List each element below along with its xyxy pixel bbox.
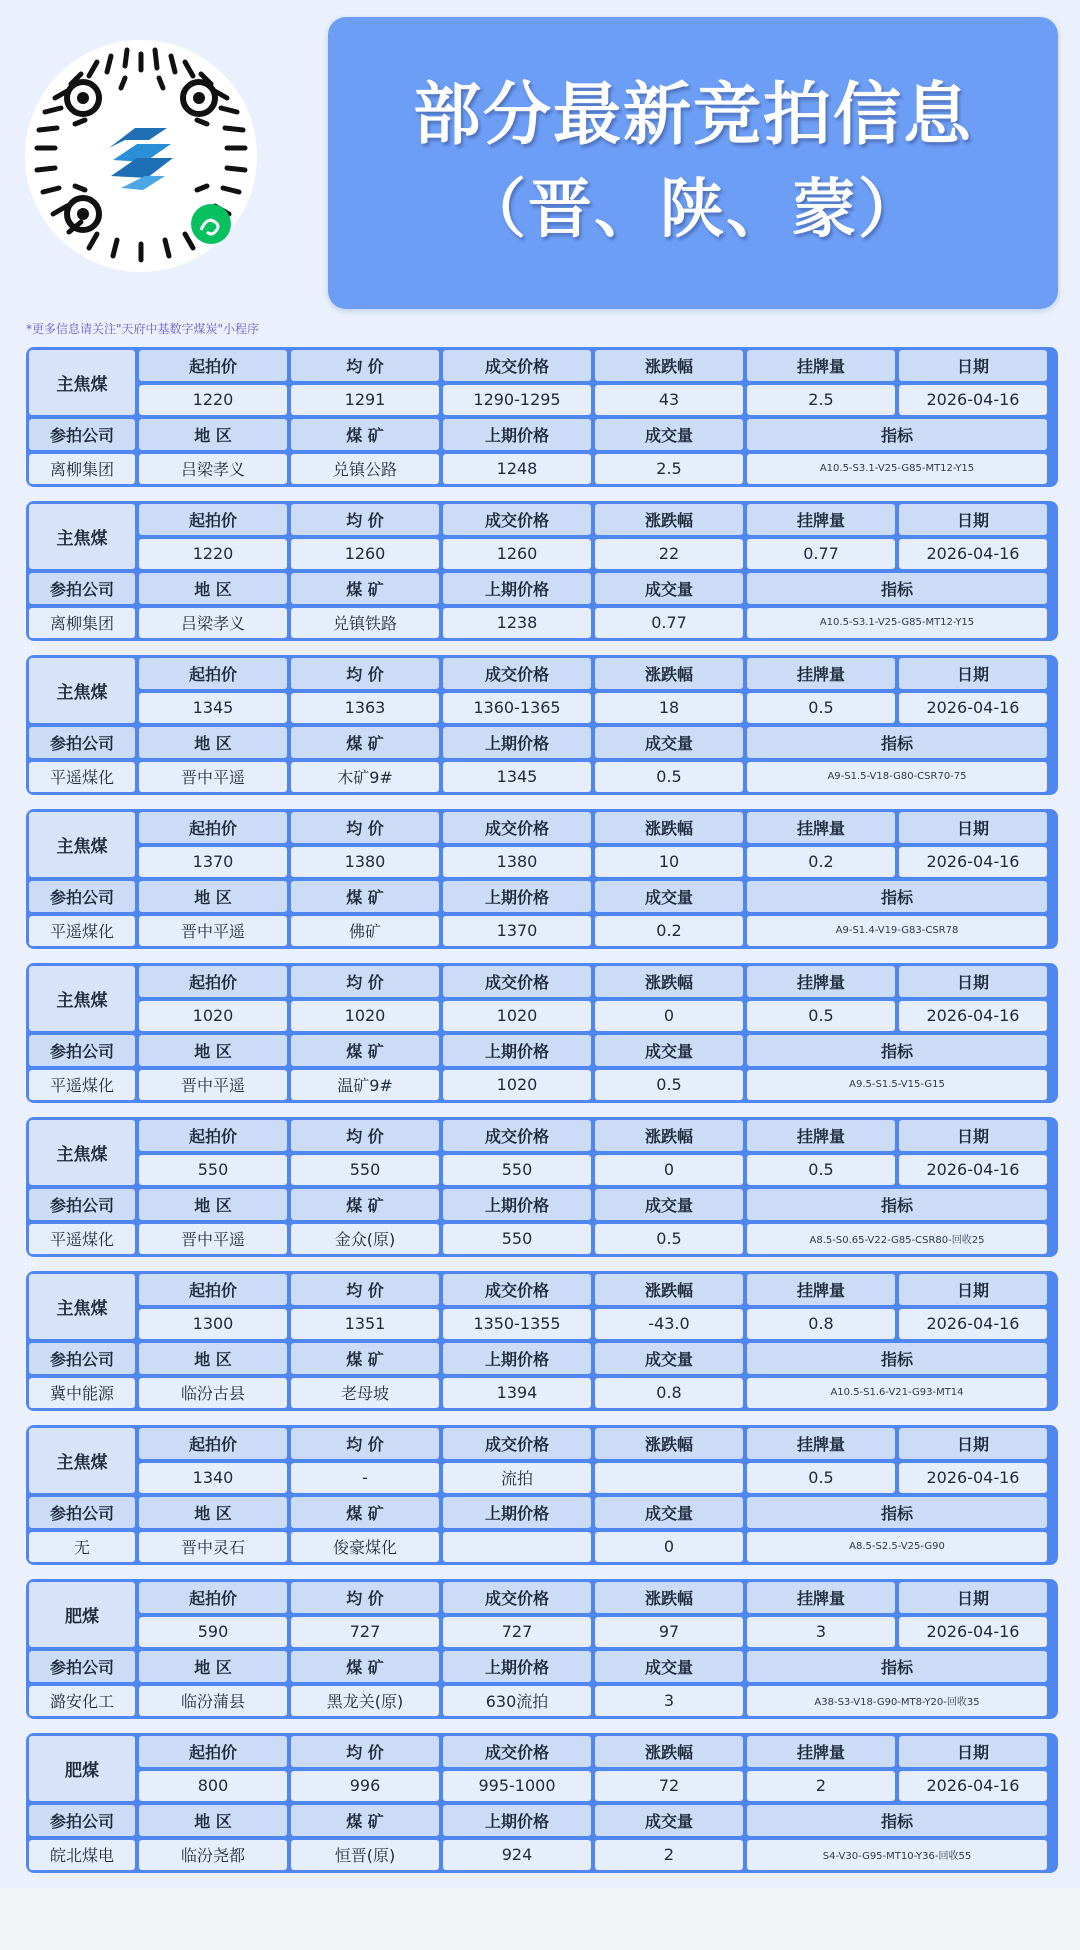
auction-card [26, 1579, 1058, 1719]
spec-value: A10.5-S3.1-V25-G85-MT12-Y15 [747, 454, 1047, 485]
last-price-value: 630流拍 [443, 1686, 591, 1717]
listed-qty-value: 0.2 [747, 847, 895, 878]
auction-card-list [26, 347, 1058, 1887]
coal-type: 肥煤 [29, 1736, 135, 1801]
volume-value: 0.8 [595, 1378, 743, 1409]
avg-price-label: 均 价 [291, 658, 439, 689]
avg-price-value: 1260 [291, 539, 439, 570]
mini-program-qr-code[interactable] [25, 40, 257, 272]
date-label: 日期 [899, 350, 1047, 381]
change-value: -43.0 [595, 1309, 743, 1340]
start-price-value: 1370 [139, 847, 287, 878]
listed-qty-value: 0.77 [747, 539, 895, 570]
spec-value: A8.5-S0.65-V22-G85-CSR80-回收25 [747, 1224, 1047, 1255]
auction-card [26, 963, 1058, 1103]
mine-label: 煤 矿 [291, 1805, 439, 1836]
change-value: 43 [595, 385, 743, 416]
region-label: 地 区 [139, 1035, 287, 1066]
date-value: 2026-04-16 [899, 539, 1047, 570]
date-value: 2026-04-16 [899, 1309, 1047, 1340]
spec-label: 指标 [747, 1189, 1047, 1220]
spec-label: 指标 [747, 1805, 1047, 1836]
spec-value: S4-V30-G95-MT10-Y36-回收55 [747, 1840, 1047, 1871]
region-value: 晋中平遥 [139, 762, 287, 793]
banner-subtitle: （晋、陕、蒙） [462, 173, 924, 247]
avg-price-value: 1351 [291, 1309, 439, 1340]
change-label: 涨跌幅 [595, 812, 743, 843]
deal-price-label: 成交价格 [443, 812, 591, 843]
date-label: 日期 [899, 658, 1047, 689]
banner-title: 部分最新竞拍信息 [412, 76, 973, 155]
last-price-label: 上期价格 [443, 573, 591, 604]
region-label: 地 区 [139, 1343, 287, 1374]
deal-price-label: 成交价格 [443, 1428, 591, 1459]
auction-card [26, 1271, 1058, 1411]
start-price-label: 起拍价 [139, 1274, 287, 1305]
avg-price-value: 550 [291, 1155, 439, 1186]
company-value: 平遥煤化 [29, 1070, 135, 1101]
avg-price-label: 均 价 [291, 1120, 439, 1151]
avg-price-value: - [291, 1463, 439, 1494]
company-label: 参拍公司 [29, 1497, 135, 1528]
avg-price-label: 均 价 [291, 504, 439, 535]
region-value: 吕梁孝义 [139, 608, 287, 639]
region-value: 晋中灵石 [139, 1532, 287, 1563]
volume-label: 成交量 [595, 881, 743, 912]
region-value: 晋中平遥 [139, 1224, 287, 1255]
spec-label: 指标 [747, 419, 1047, 450]
last-price-label: 上期价格 [443, 1497, 591, 1528]
listed-qty-value: 0.8 [747, 1309, 895, 1340]
auction-card [26, 1117, 1058, 1257]
spec-value: A10.5-S3.1-V25-G85-MT12-Y15 [747, 608, 1047, 639]
deal-price-label: 成交价格 [443, 504, 591, 535]
start-price-value: 1300 [139, 1309, 287, 1340]
listed-qty-label: 挂牌量 [747, 1582, 895, 1613]
company-value: 潞安化工 [29, 1686, 135, 1717]
last-price-value: 1020 [443, 1070, 591, 1101]
volume-label: 成交量 [595, 1035, 743, 1066]
coal-type: 主焦煤 [29, 812, 135, 877]
listed-qty-value: 0.5 [747, 693, 895, 724]
volume-value: 2.5 [595, 454, 743, 485]
deal-price-value: 1020 [443, 1001, 591, 1032]
volume-label: 成交量 [595, 1651, 743, 1682]
volume-label: 成交量 [595, 573, 743, 604]
date-value: 2026-04-16 [899, 1155, 1047, 1186]
start-price-label: 起拍价 [139, 1582, 287, 1613]
region-label: 地 区 [139, 727, 287, 758]
auction-card [26, 655, 1058, 795]
last-price-label: 上期价格 [443, 1343, 591, 1374]
region-value: 吕梁孝义 [139, 454, 287, 485]
last-price-label: 上期价格 [443, 881, 591, 912]
deal-price-value: 流拍 [443, 1463, 591, 1494]
listed-qty-value: 0.5 [747, 1001, 895, 1032]
company-label: 参拍公司 [29, 1805, 135, 1836]
date-label: 日期 [899, 1274, 1047, 1305]
avg-price-value: 1020 [291, 1001, 439, 1032]
last-price-value: 1238 [443, 608, 591, 639]
last-price-value [443, 1532, 591, 1563]
title-banner [328, 17, 1058, 309]
listed-qty-value: 2 [747, 1771, 895, 1802]
listed-qty-value: 0.5 [747, 1155, 895, 1186]
avg-price-value: 727 [291, 1617, 439, 1648]
spec-label: 指标 [747, 573, 1047, 604]
change-value: 0 [595, 1155, 743, 1186]
listed-qty-label: 挂牌量 [747, 504, 895, 535]
date-value: 2026-04-16 [899, 1617, 1047, 1648]
auction-card [26, 347, 1058, 487]
company-value: 离柳集团 [29, 608, 135, 639]
company-value: 平遥煤化 [29, 916, 135, 947]
date-label: 日期 [899, 1120, 1047, 1151]
mine-value: 恒晋(原) [291, 1840, 439, 1871]
company-value: 冀中能源 [29, 1378, 135, 1409]
start-price-label: 起拍价 [139, 350, 287, 381]
last-price-value: 1370 [443, 916, 591, 947]
region-label: 地 区 [139, 573, 287, 604]
mine-value: 老母坡 [291, 1378, 439, 1409]
change-label: 涨跌幅 [595, 1120, 743, 1151]
last-price-label: 上期价格 [443, 727, 591, 758]
spec-value: A9.5-S1.5-V15-G15 [747, 1070, 1047, 1101]
coal-type: 主焦煤 [29, 658, 135, 723]
coal-type: 主焦煤 [29, 966, 135, 1031]
region-value: 临汾尧都 [139, 1840, 287, 1871]
spec-label: 指标 [747, 1343, 1047, 1374]
volume-label: 成交量 [595, 727, 743, 758]
start-price-label: 起拍价 [139, 1428, 287, 1459]
listed-qty-label: 挂牌量 [747, 1120, 895, 1151]
change-value: 97 [595, 1617, 743, 1648]
company-value: 离柳集团 [29, 454, 135, 485]
last-price-value: 924 [443, 1840, 591, 1871]
coal-type: 主焦煤 [29, 1428, 135, 1493]
mine-label: 煤 矿 [291, 1189, 439, 1220]
spec-value: A38-S3-V18-G90-MT8-Y20-回收35 [747, 1686, 1047, 1717]
date-value: 2026-04-16 [899, 847, 1047, 878]
company-value: 无 [29, 1532, 135, 1563]
volume-value: 0.5 [595, 1070, 743, 1101]
listed-qty-label: 挂牌量 [747, 812, 895, 843]
avg-price-label: 均 价 [291, 1582, 439, 1613]
avg-price-label: 均 价 [291, 1736, 439, 1767]
last-price-label: 上期价格 [443, 1189, 591, 1220]
qr-code-icon [25, 40, 257, 272]
deal-price-label: 成交价格 [443, 1736, 591, 1767]
listed-qty-value: 2.5 [747, 385, 895, 416]
volume-value: 0.2 [595, 916, 743, 947]
avg-price-label: 均 价 [291, 350, 439, 381]
date-value: 2026-04-16 [899, 693, 1047, 724]
volume-label: 成交量 [595, 1805, 743, 1836]
mine-label: 煤 矿 [291, 419, 439, 450]
spec-value: A10.5-S1.6-V21-G93-MT14 [747, 1378, 1047, 1409]
date-label: 日期 [899, 1582, 1047, 1613]
spec-label: 指标 [747, 1035, 1047, 1066]
change-value: 0 [595, 1001, 743, 1032]
deal-price-value: 995-1000 [443, 1771, 591, 1802]
start-price-value: 1220 [139, 385, 287, 416]
spec-value: A9-S1.5-V18-G80-CSR70-75 [747, 762, 1047, 793]
last-price-value: 1394 [443, 1378, 591, 1409]
spec-label: 指标 [747, 727, 1047, 758]
change-label: 涨跌幅 [595, 1582, 743, 1613]
date-value: 2026-04-16 [899, 1463, 1047, 1494]
spec-label: 指标 [747, 881, 1047, 912]
change-value: 22 [595, 539, 743, 570]
start-price-label: 起拍价 [139, 1120, 287, 1151]
start-price-value: 1345 [139, 693, 287, 724]
spec-label: 指标 [747, 1497, 1047, 1528]
listed-qty-label: 挂牌量 [747, 1428, 895, 1459]
mine-value: 温矿9# [291, 1070, 439, 1101]
change-value: 18 [595, 693, 743, 724]
mine-label: 煤 矿 [291, 727, 439, 758]
mine-value: 俊豪煤化 [291, 1532, 439, 1563]
volume-value: 0.5 [595, 762, 743, 793]
coal-type: 肥煤 [29, 1582, 135, 1647]
listed-qty-value: 3 [747, 1617, 895, 1648]
company-label: 参拍公司 [29, 419, 135, 450]
spec-label: 指标 [747, 1651, 1047, 1682]
last-price-label: 上期价格 [443, 1651, 591, 1682]
deal-price-label: 成交价格 [443, 966, 591, 997]
date-label: 日期 [899, 1428, 1047, 1459]
auction-card [26, 1733, 1058, 1873]
change-label: 涨跌幅 [595, 658, 743, 689]
region-label: 地 区 [139, 881, 287, 912]
listed-qty-label: 挂牌量 [747, 1274, 895, 1305]
mine-label: 煤 矿 [291, 1035, 439, 1066]
change-label: 涨跌幅 [595, 1736, 743, 1767]
deal-price-label: 成交价格 [443, 658, 591, 689]
avg-price-label: 均 价 [291, 966, 439, 997]
avg-price-label: 均 价 [291, 812, 439, 843]
date-label: 日期 [899, 504, 1047, 535]
region-label: 地 区 [139, 1805, 287, 1836]
volume-label: 成交量 [595, 1343, 743, 1374]
listed-qty-value: 0.5 [747, 1463, 895, 1494]
change-value: 10 [595, 847, 743, 878]
start-price-label: 起拍价 [139, 966, 287, 997]
company-label: 参拍公司 [29, 1651, 135, 1682]
date-label: 日期 [899, 1736, 1047, 1767]
coal-type: 主焦煤 [29, 1274, 135, 1339]
company-label: 参拍公司 [29, 1035, 135, 1066]
listed-qty-label: 挂牌量 [747, 350, 895, 381]
mine-value: 兑镇公路 [291, 454, 439, 485]
start-price-value: 800 [139, 1771, 287, 1802]
start-price-value: 550 [139, 1155, 287, 1186]
volume-label: 成交量 [595, 1497, 743, 1528]
company-label: 参拍公司 [29, 727, 135, 758]
avg-price-label: 均 价 [291, 1274, 439, 1305]
mine-label: 煤 矿 [291, 1497, 439, 1528]
mine-value: 黑龙关(原) [291, 1686, 439, 1717]
deal-price-label: 成交价格 [443, 1274, 591, 1305]
mine-value: 佛矿 [291, 916, 439, 947]
coal-type: 主焦煤 [29, 1120, 135, 1185]
change-value [595, 1463, 743, 1494]
change-label: 涨跌幅 [595, 504, 743, 535]
last-price-label: 上期价格 [443, 1035, 591, 1066]
date-value: 2026-04-16 [899, 385, 1047, 416]
mine-value: 兑镇铁路 [291, 608, 439, 639]
auction-card [26, 809, 1058, 949]
region-label: 地 区 [139, 1651, 287, 1682]
listed-qty-label: 挂牌量 [747, 966, 895, 997]
start-price-label: 起拍价 [139, 504, 287, 535]
region-label: 地 区 [139, 419, 287, 450]
last-price-label: 上期价格 [443, 419, 591, 450]
mine-label: 煤 矿 [291, 1343, 439, 1374]
avg-price-label: 均 价 [291, 1428, 439, 1459]
change-label: 涨跌幅 [595, 966, 743, 997]
volume-value: 0.77 [595, 608, 743, 639]
auction-card [26, 1425, 1058, 1565]
deal-price-label: 成交价格 [443, 1120, 591, 1151]
company-label: 参拍公司 [29, 1189, 135, 1220]
mine-value: 木矿9# [291, 762, 439, 793]
volume-value: 0.5 [595, 1224, 743, 1255]
change-value: 72 [595, 1771, 743, 1802]
last-price-value: 1345 [443, 762, 591, 793]
listed-qty-label: 挂牌量 [747, 658, 895, 689]
company-value: 皖北煤电 [29, 1840, 135, 1871]
start-price-label: 起拍价 [139, 812, 287, 843]
volume-label: 成交量 [595, 1189, 743, 1220]
deal-price-value: 1260 [443, 539, 591, 570]
company-value: 平遥煤化 [29, 1224, 135, 1255]
last-price-value: 1248 [443, 454, 591, 485]
volume-label: 成交量 [595, 419, 743, 450]
avg-price-value: 1363 [291, 693, 439, 724]
date-label: 日期 [899, 966, 1047, 997]
last-price-label: 上期价格 [443, 1805, 591, 1836]
volume-value: 3 [595, 1686, 743, 1717]
mine-label: 煤 矿 [291, 881, 439, 912]
mine-label: 煤 矿 [291, 573, 439, 604]
company-label: 参拍公司 [29, 1343, 135, 1374]
change-label: 涨跌幅 [595, 350, 743, 381]
start-price-value: 1020 [139, 1001, 287, 1032]
region-label: 地 区 [139, 1189, 287, 1220]
region-label: 地 区 [139, 1497, 287, 1528]
change-label: 涨跌幅 [595, 1274, 743, 1305]
mine-label: 煤 矿 [291, 1651, 439, 1682]
company-value: 平遥煤化 [29, 762, 135, 793]
last-price-value: 550 [443, 1224, 591, 1255]
deal-price-value: 727 [443, 1617, 591, 1648]
start-price-label: 起拍价 [139, 658, 287, 689]
deal-price-value: 1360-1365 [443, 693, 591, 724]
coal-type: 主焦煤 [29, 350, 135, 415]
deal-price-label: 成交价格 [443, 1582, 591, 1613]
deal-price-value: 1350-1355 [443, 1309, 591, 1340]
start-price-value: 590 [139, 1617, 287, 1648]
volume-value: 0 [595, 1532, 743, 1563]
volume-value: 2 [595, 1840, 743, 1871]
spec-value: A8.5-S2.5-V25-G90 [747, 1532, 1047, 1563]
avg-price-value: 996 [291, 1771, 439, 1802]
company-label: 参拍公司 [29, 573, 135, 604]
company-label: 参拍公司 [29, 881, 135, 912]
change-label: 涨跌幅 [595, 1428, 743, 1459]
date-value: 2026-04-16 [899, 1771, 1047, 1802]
avg-price-value: 1380 [291, 847, 439, 878]
start-price-label: 起拍价 [139, 1736, 287, 1767]
region-value: 临汾蒲县 [139, 1686, 287, 1717]
deal-price-value: 1290-1295 [443, 385, 591, 416]
region-value: 临汾古县 [139, 1378, 287, 1409]
deal-price-label: 成交价格 [443, 350, 591, 381]
coal-type: 主焦煤 [29, 504, 135, 569]
listed-qty-label: 挂牌量 [747, 1736, 895, 1767]
deal-price-value: 1380 [443, 847, 591, 878]
follow-note: *更多信息请关注"天府中基数字煤炭"小程序 [26, 322, 260, 336]
start-price-value: 1220 [139, 539, 287, 570]
mine-value: 金众(原) [291, 1224, 439, 1255]
start-price-value: 1340 [139, 1463, 287, 1494]
auction-card [26, 501, 1058, 641]
deal-price-value: 550 [443, 1155, 591, 1186]
region-value: 晋中平遥 [139, 1070, 287, 1101]
bottom-strip [0, 1888, 1080, 1950]
region-value: 晋中平遥 [139, 916, 287, 947]
avg-price-value: 1291 [291, 385, 439, 416]
spec-value: A9-S1.4-V19-G83-CSR78 [747, 916, 1047, 947]
date-label: 日期 [899, 812, 1047, 843]
date-value: 2026-04-16 [899, 1001, 1047, 1032]
